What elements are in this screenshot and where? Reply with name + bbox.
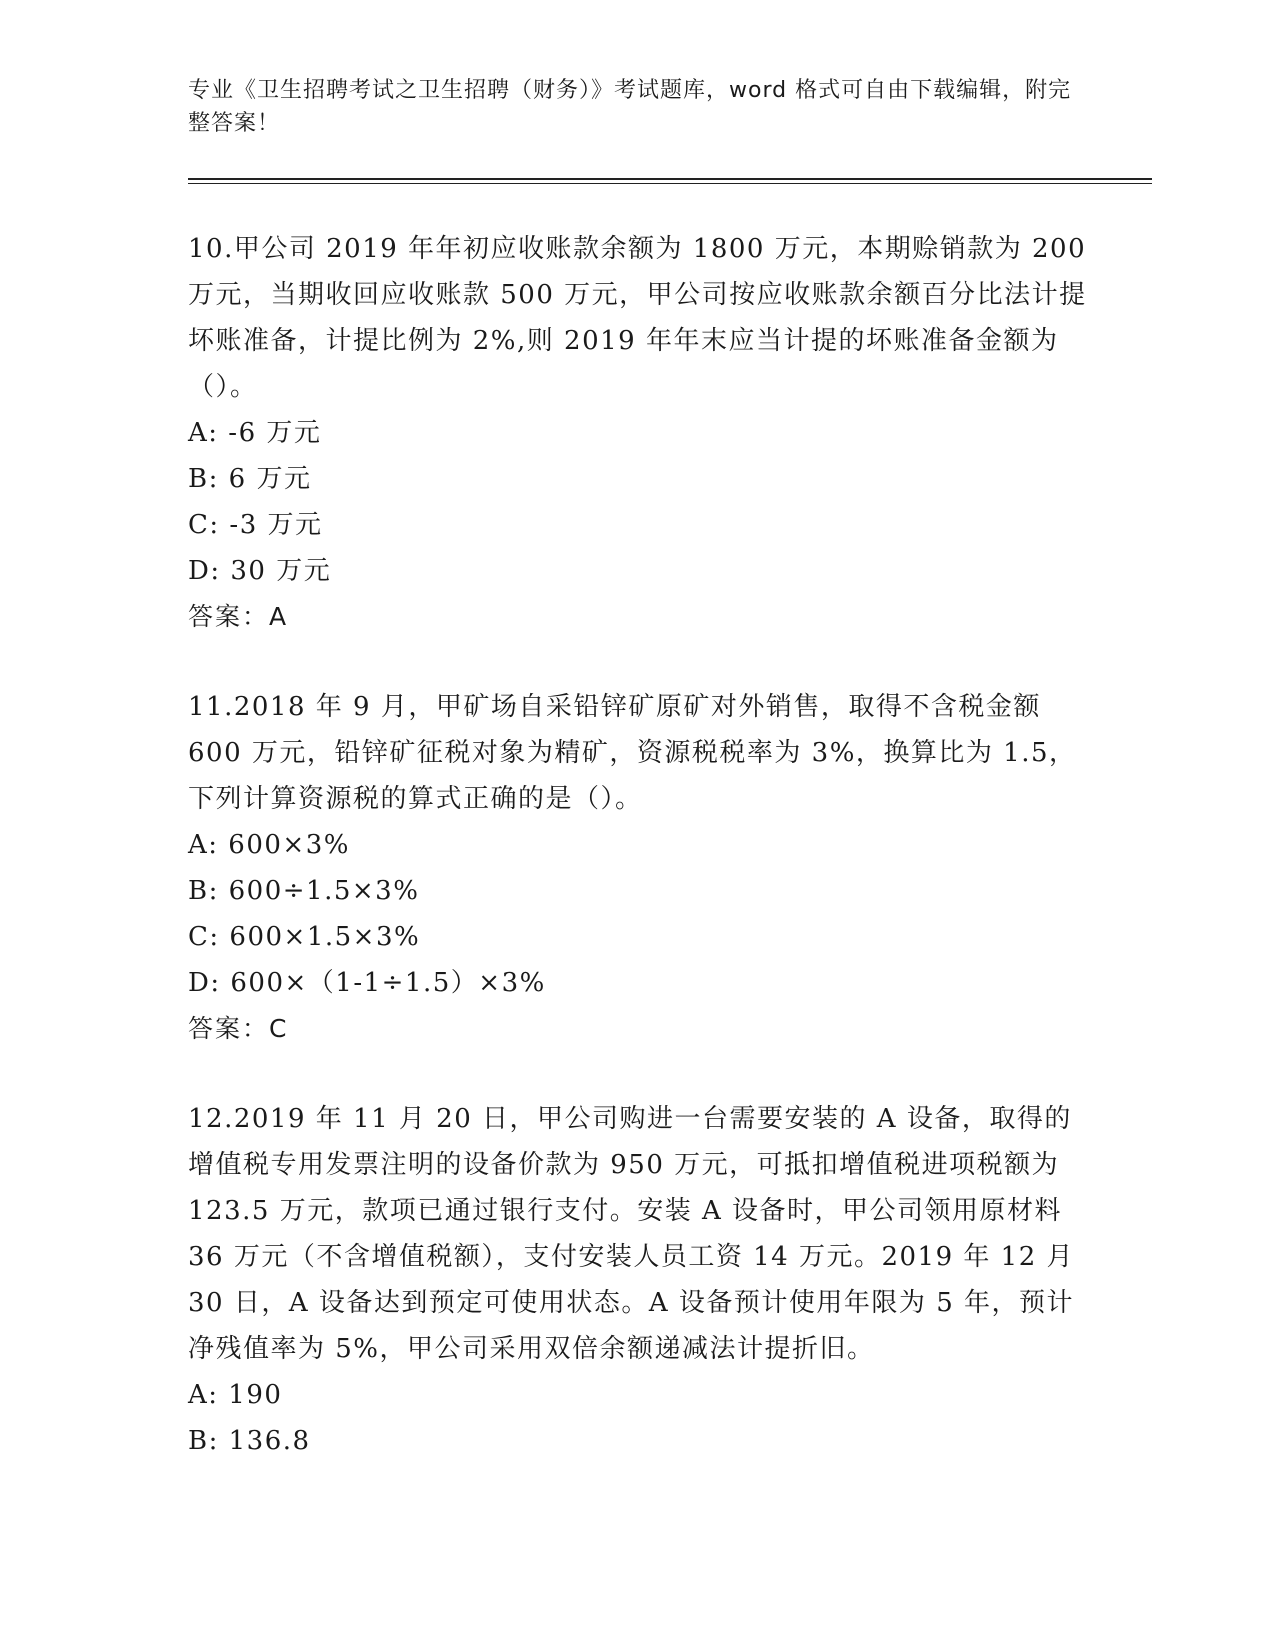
option-a: A: -6 万元 <box>188 418 322 448</box>
question-stem: 12.2019 年 11 月 20 日，甲公司购进一台需要安装的 A 设备，取得的增值税专用发票注明的设备价款为 950 万元，可抵扣增值税进项税额为 123.5 万元，款项已通过银行支付。安装 A 设备时，甲公司领用原材料 36 万元（不含增值税额），支付安装人员工资 14 万元。2019 年 12 月 30 日，A 设备达到预定可使用状态。A 设备预计使用年限为 5 年，预计净残值率为 5%，甲公司采用双倍余额递减法计提折旧。 <box>188 1104 1075 1364</box>
question-10 <box>188 226 1088 640</box>
header-divider <box>188 178 1152 184</box>
option-c: C: 600×1.5×3% <box>188 922 421 952</box>
option-c: C: -3 万元 <box>188 510 323 540</box>
option-d: D: 30 万元 <box>188 556 332 586</box>
document-header: 专业《卫生招聘考试之卫生招聘（财务）》考试题库，word 格式可自由下载编辑，附完整答案！ <box>188 78 1072 136</box>
question-stem: 11.2018 年 9 月，甲矿场自采铅锌矿原矿对外销售，取得不含税金额 600 万元，铅锌矿征税对象为精矿，资源税税率为 3%，换算比为 1.5，下列计算资源税的算式正确的是（）。 <box>188 692 1077 814</box>
question-stem: 10.甲公司 2019 年年初应收账款余额为 1800 万元，本期赊销款为 200 万元，当期收回应收账款 500 万元，甲公司按应收账款余额百分比法计提坏账准备，计提比例为 2%,则 2019 年年末应当计提的坏账准备金额为（）。 <box>188 234 1087 402</box>
option-d: D: 600×（1-1÷1.5）×3% <box>188 968 546 998</box>
option-b: B: 6 万元 <box>188 464 312 494</box>
answer: 答案：A <box>188 602 289 631</box>
answer: 答案：C <box>188 1014 289 1043</box>
option-a: A: 190 <box>188 1380 283 1410</box>
option-a: A: 600×3% <box>188 830 350 860</box>
question-11 <box>188 684 1088 1052</box>
option-b: B: 600÷1.5×3% <box>188 876 420 906</box>
option-b: B: 136.8 <box>188 1426 311 1456</box>
question-12 <box>188 1096 1088 1464</box>
